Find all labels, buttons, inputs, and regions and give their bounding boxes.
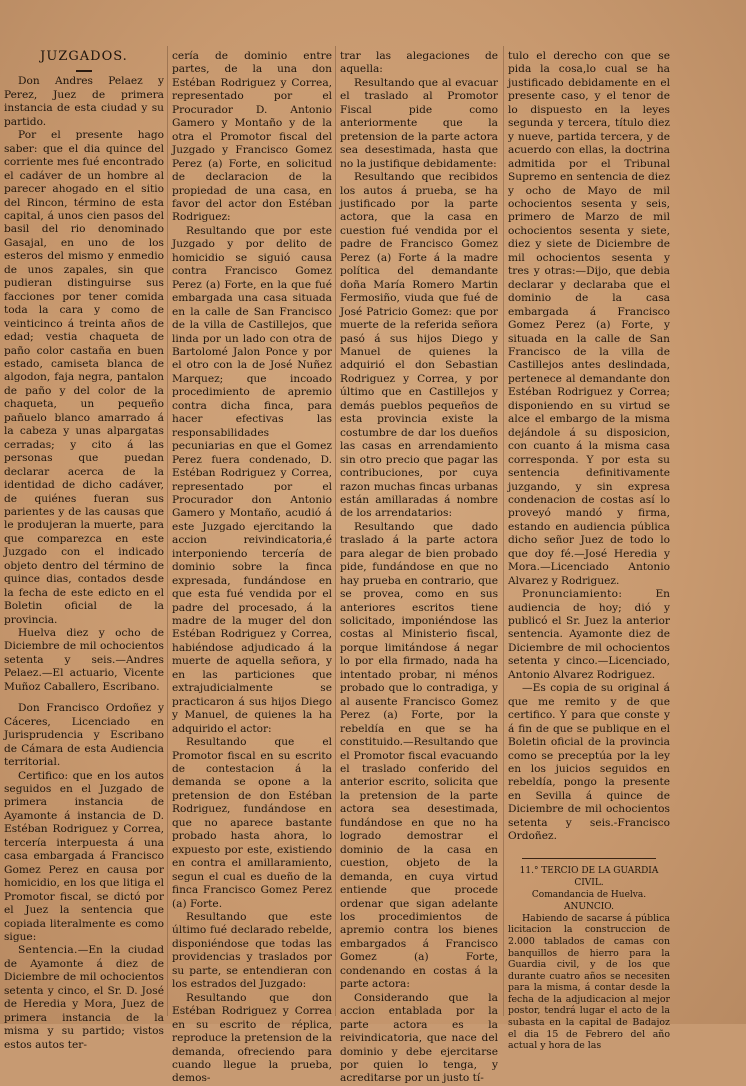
paragraph: Resultando que por este Juzgado y por delito de homicidio se siguió causa contra Francisco Gomez Perez (a) Forte, en la que fué embargada una casa situada en la calle de San Francisco de la villa de Castillejos, que linda por un lado con otra de Bartolomé Jalon Ponce y por el otro con la de José Nuñez Marquez; que incoado procedimiento de apremio contra dicha finca, para hacer efectivas las responsabilidades pecuniarias en que el Gomez Perez fuera condenado, D. Estéban Rodriguez y Correa, representado por el Procurador don Antonio Gamero y Montaño, acudió á este Juzgado ejercitando la accion reivindicatoria,é interponiendo tercería de dominio sobre la finca expresada, fundándose en que esta fué vendida por el padre del procesado, á la madre de la muger del don Estéban Rodriguez y Correa, habiéndose adjudicado á la muerte de aquella señora, y en las particiones que extrajudicialmente se practicaron á sus hijos Diego y Manuel, de quienes la ha adquirido el actor:: [172, 224, 332, 735]
sentencia-text: —En la ciudad de Ayamonte á diez de Diciembre de mil ochocientos setenta y cinco, el Sr. D. José de Heredia y Mora, Juez de primera instancia de la misma y su partido; vistos estos autos ter-: [4, 944, 164, 1051]
section-heading: JUZGADOS.: [40, 49, 128, 64]
paragraph: Resultando que recibidos los autos á prueba, se ha justificado por la parte actora, que la casa en cuestion fué vendida por el padre de Francisco Gomez Perez (a) Forte á la madre política del demandante doña María Romero Martin Fermosiño, viuda que fué de José Patricio Gomez: que por muerte de la referida señora pasó á sus hijos Diego y Manuel de quienes la adquirió el don Sebastian Rodriguez y Correa, y por último que en Castillejos y demás pueblos pequeños de esta provincia existe la costumbre de dar los dueños las casas en arrendamiento sin otro precio que pagar las contribuciones, por cuya razon muchas fincas urbanas están amillaradas á nombre de los arrendatarios:: [340, 171, 498, 520]
paragraph: trar las alegaciones de aquella:: [340, 50, 498, 76]
tercio-heading: 11.° TERCIO DE LA GUARDIA CIVIL.: [519, 865, 659, 888]
edict-body: Por el presente hago saber: que el dia quince del corriente mes fué encontrado el cadáver de un hombre al parecer ahogado en el sitio del Rincon, término de esta capital, á unos cien pasos del basil del rio denominado Gasajal, en uno de los esteros del mismo y enmedio de unos zapales, sin que pudieran distinguirse sus facciones por tener comida toda la cara y como de veinticinco á treinta años de edad; vestia chaqueta de paño color castaña en buen estado, camiseta blanca de algodon, faja negra, pantalon de paño y del color de la chaqueta, un pequeño pañuelo blanco amarrado á la cabeza y unas alpargatas cerradas; y cito á las personas que puedan declarar acerca de la identidad de dicho cadáver, de quiénes fueran sus parientes y de las causas que le produjeran la muerte, para que comparezca en este Juzgado con el indicado objeto dentro del término de quince dias, contados desde la fecha de este edicto en el Boletin oficial de la provincia.: [4, 129, 164, 626]
paragraph: Resultando que don Estéban Rodriguez y Correa en su escrito de réplica, reproduce la pretension de la demanda, ofreciendo para cuando llegue la prueba, demos-: [172, 991, 332, 1085]
paragraph: Resultando que este último fué declarado rebelde, disponiéndose que todas las providencias y traslados por su parte, se entendieran con los estrados del Juzgado:: [172, 911, 332, 991]
paragraph: Resultando que dado traslado á la parte actora para alegar de bien probado pide, fundándose en que no hay prueba en contrario, que se provea, como en sus anteriores escritos tiene solicitado, imponiéndose las costas al Ministerio fiscal, porque limitándose á negar lo por ella firmado, nada ha intentado probar, ni ménos probado que lo contradiga, y al ausente Francisco Gomez Perez (a) Forte, por la rebeldía en que se ha constituido.—Resultando que el Promotor fiscal evacuando el traslado conferido del anterior escrito, solicita que la pretension de la parte actora sea desestimada, fundándose en que no ha logrado demostrar el dominio de la casa en cuestion, objeto de la demanda, en cuya virtud entiende que procede ordenar que sigan adelante los procedimientos de apremio contra los bienes embargados á Francisco Gomez (a) Forte, condenando en costas á la parte actora:: [340, 520, 498, 991]
paragraph: Considerando que la accion entablada por la parte actora es la reivindicatoria, que nace del dominio y debe ejercitarse por quien lo tenga, y acreditarse por un justo tí-: [340, 991, 498, 1085]
pronunciamiento-paragraph: [508, 588, 670, 682]
column-3: [340, 50, 498, 1086]
comandancia-heading: Comandancia de Huelva.: [531, 889, 647, 900]
column-rule: [167, 46, 168, 1016]
pronunciamiento-text: En audiencia de hoy; dió y publicó el Sr. Juez la anterior sentencia. Ayamonte diez de Diciembre de mil ochocientos setenta y cinco.—Licenciado, Antonio Alvarez Rodriguez.: [508, 588, 670, 681]
paragraph: —Es copia de su original á que me remito y de que certifico. Y para que conste y á fin de que se publique en el Boletin oficial de la provincia como se preceptúa por la ley en los juicios seguidos en rebeldía, pongo la presente en Sevilla á quince de Diciembre de mil ochocientos setenta y seis.-Francisco Ordoñez.: [508, 682, 670, 843]
edict-signature: Huelva diez y ocho de Diciembre de mil ochocientos setenta y seis.—Andres Pelaez.—El actuario, Vicente Muñoz Caballero, Escribano.: [4, 627, 164, 693]
column-1: [4, 50, 164, 1052]
column-rule: [335, 46, 336, 1016]
certificate-body: Certifico: que en los autos seguidos en el Juzgado de primera instancia de Ayamonte á instancia de D. Estéban Rodriguez y Correa, tercería interpuesta á una casa embargada á Francisco Gomez Perez en causa por homicidio, en los que litiga el Promotor fiscal, se dictó por el Juez la sentencia que copiada literalmente es como sigue:: [4, 769, 164, 943]
certificate-title: Don Francisco Ordoñez y Cáceres, Licenciado en Jurisprudencia y Escribano de Cámara de esta Audiencia territorial.: [4, 702, 164, 769]
heading-ornament: [4, 65, 164, 75]
column-4: [508, 50, 670, 1052]
pronunciamiento-label: Pronunciamiento:: [522, 588, 623, 601]
paragraph: Resultando que el Promotor fiscal en su escrito de contestacion á la demanda se opone a la pretension de don Estéban Rodriguez, fundándose en que no aparece bastante probado hasta ahora, lo expuesto por este, existiendo en contra el amillaramiento, segun el cual es dueño de la finca Francisco Gomez Perez (a) Forte.: [172, 736, 332, 910]
column-2: [172, 50, 332, 1086]
sentencia-label: Sentencia.: [18, 944, 78, 957]
edict-title: Don Andres Pelaez y Perez, Juez de primera instancia de esta ciudad y su partido.: [4, 75, 164, 128]
sentencia-paragraph: [4, 944, 164, 1052]
paragraph: cería de dominio entre partes, de la una don Estéban Rodriguez y Correa, representado por el Procurador D. Antonio Gamero y Montaño y de la otra el Promotor fiscal del Juzgado y Francisco Gomez Perez (a) Forte, en solicitud de declaracion de la propiedad de una casa, en favor del actor don Estéban Rodriguez:: [172, 50, 332, 224]
anuncio-heading: ANUNCIO.: [564, 901, 614, 912]
separator: [522, 850, 656, 859]
column-rule: [503, 46, 504, 1016]
paragraph: Resultando que al evacuar el traslado al Promotor Fiscal pide como anteriormente que la pretension de la parte actora sea desestimada, hasta que no la justifique debidamente:: [340, 76, 498, 170]
paragraph: tulo el derecho con que se pida la cosa,lo cual se ha justificado debidamente en el presente caso, y el tenor de lo dispuesto en la leyes segunda y tercera, título diez y nueve, partida tercera, y de acuerdo con ellas, la doctrina admitida por el Tribunal Supremo en sentencia de diez y ocho de Mayo de mil ochocientos sesenta y seis, primero de Marzo de mil ochocientos sesenta y siete, diez y siete de Diciembre de mil ochocientos sesenta y tres y otras:—Dijo, que debia declarar y declaraba que el dominio de la casa embargada á Francisco Gomez Perez (a) Forte, y situada en la calle de San Francisco de la villa de Castillejos antes deslindada, pertenece al demandante don Estéban Rodriguez y Correa; disponiendo en su virtud se alce el embargo de la misma dejándole á su disposicion, con cuanto á la misma casa corresponda. Y por esta su sentencia definitivamente juzgando, y sin expresa condenacion de costas así lo proveyó mandó y firma, estando en audiencia pública dicho señor Juez de todo lo que doy fé.—José Heredia y Mora.—Licenciado Antonio Alvarez y Rodriguez.: [508, 50, 670, 587]
anuncio-body: Habiendo de sacarse á pública licitacion la construccion de 2.000 tablados de camas con banquillos de hierro para la Guardia civil, y de los que durante cuatro años se necesiten para la misma, á contar desde la fecha de la adjudicacion al mejor postor, tendrá lugar el acto de la subasta en la capital de Badajoz el dia 15 de Febrero del año actual y hora de las: [508, 912, 670, 1052]
